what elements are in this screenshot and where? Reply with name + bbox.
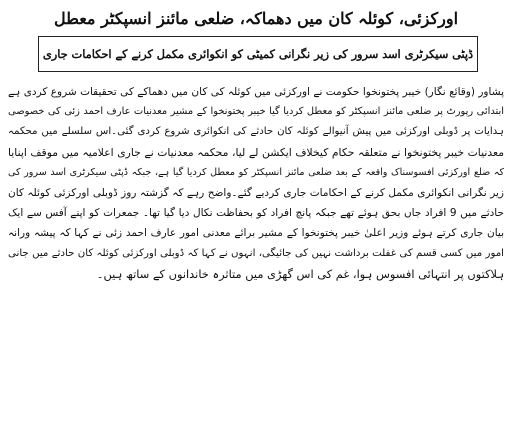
body-line: حادثے میں 9 افراد جاں بحق ہوئے تھے جبکہ پانچ افراد کو بحفاظت نکال دیا گیا تھا۔ جمعرات کو اپنے آفس سے ایک bbox=[8, 207, 504, 220]
body-line-last: ہلاکتوں پر انتہائی افسوس ہوا، غم کی اس گھڑی میں متاثرہ خاندانوں کے ساتھ ہیں۔ bbox=[96, 266, 504, 281]
body-line: پشاور (وقائع نگار) خیبر پختونخوا حکومت نے اورکزئی میں کوئلہ کی کان میں دھماکے کی تحقیقات شروع کردی ہے bbox=[8, 86, 504, 98]
article-headline: اورکزئی، کوئلہ کان میں دھماکہ، ضلعی مائنز انسپکٹر معطل bbox=[53, 9, 459, 28]
body-line: زیر نگرانی انکوائری مکمل کرنے کے احکامات جاری کردیے گئے۔واضح رہے کہ گزشتہ روز ڈوبلی اورکزئی کوئلہ کان bbox=[8, 187, 504, 200]
body-line: ابتدائی رپورٹ پر ضلعی مائنز انسپکٹر کو معطل کردیا گیا خیبر پختونخوا کے مشیر معدنیات عارف احمد زئی کی خصوصی bbox=[8, 106, 504, 118]
article-subheadline-box bbox=[38, 36, 478, 72]
body-line: بیان جاری کرتے ہوئے وزیر اعلیٰ خیبر پختونخوا کے مشیر برائے معدنی امور عارف احمد زئی نے کہا کہ پیشہ ورانہ bbox=[8, 227, 504, 240]
body-line: ہدایات پر ڈوبلی اورکزئی میں پیش آنیوالے کوئلہ کان حادثے کی انکوائری شروع کردی گئی۔اس سلسلے میں محکمہ bbox=[8, 126, 504, 138]
body-line: معدنیات خیبر پختونخوا نے متعلقہ حکام کیخلاف ایکشن لے لیا، محکمہ معدنیات نے جاری اعلامیہ میں موقف اپنایا bbox=[8, 145, 504, 159]
article-subheadline: ڈپٹی سیکرٹری اسد سرور کی زیر نگرانی کمیٹی کو انکوائری مکمل کرنے کے احکامات جاری bbox=[42, 47, 474, 61]
body-line: کہ ضلع اورکزئی افسوسناک واقعہ کے بعد ضلعی مائنز انسپکٹر کو معطل کردیا گیا ہے، جبکہ ڈپٹی سیکرٹری اسد سرور کی bbox=[8, 166, 504, 178]
body-line: امور میں کسی قسم کی غفلت برداشت نہیں کی جائیگی، انہوں نے کہا کہ ڈوبلی اورکزئی کوئلہ کان حادثے میں جانی bbox=[8, 247, 504, 259]
article-body bbox=[8, 82, 504, 284]
